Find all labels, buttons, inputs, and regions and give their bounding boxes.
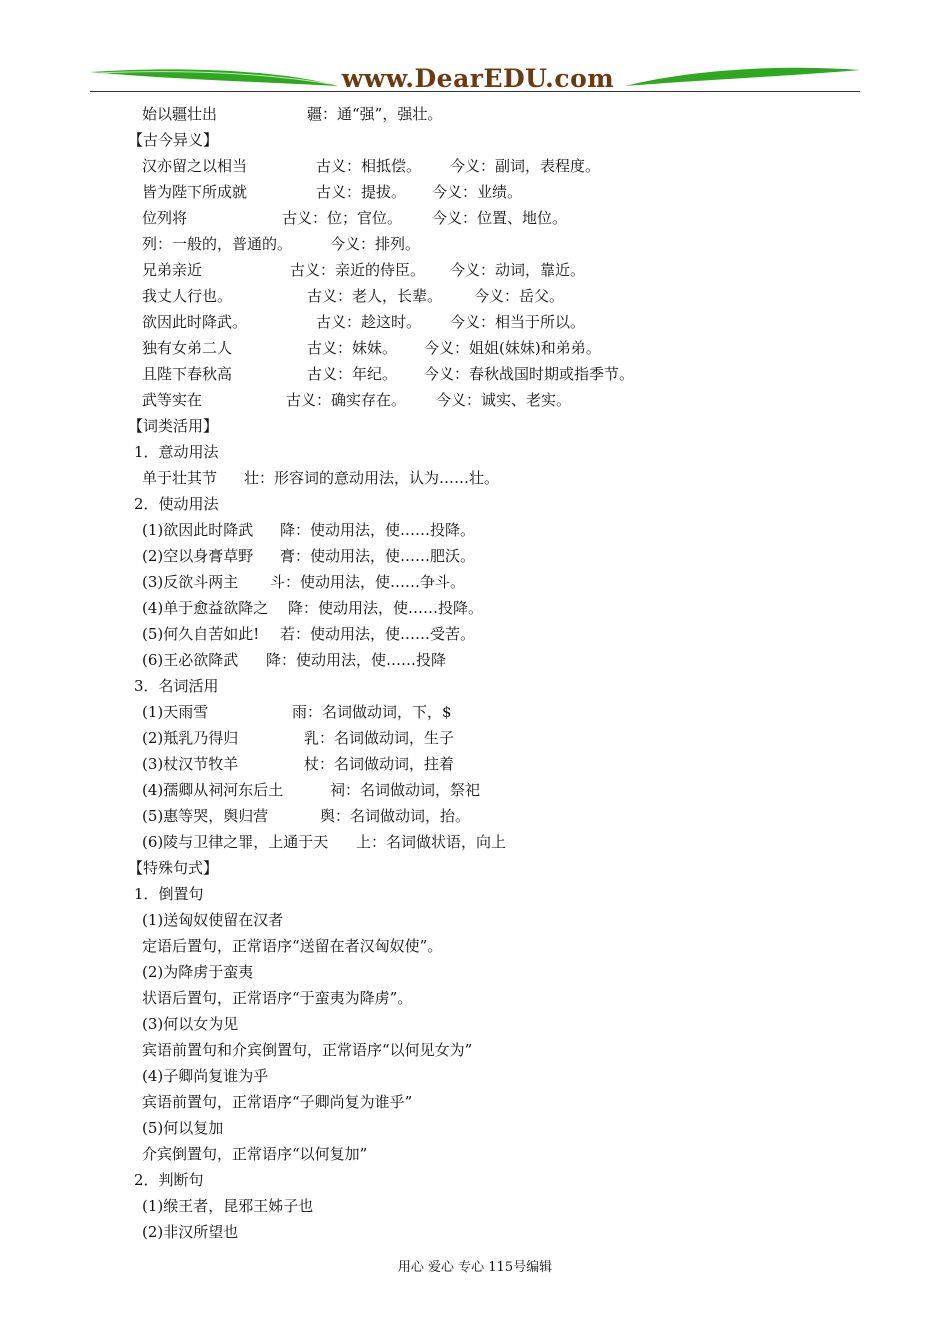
line-text: (4)孺卿从祠河东后土 — [142, 781, 284, 799]
line-text: 独有女弟二人 — [142, 339, 233, 357]
line-text: (3)反欲斗两主 — [142, 573, 239, 591]
line-gloss: 今义：排列。 — [330, 235, 421, 253]
text-line — [128, 1141, 868, 1167]
text-line — [128, 465, 868, 491]
line-text: 状语后置句，正常语序“于蛮夷为降虏”。 — [142, 989, 413, 1007]
line-modern-meaning: 今义：副词，表程度。 — [450, 157, 601, 175]
document-body — [128, 101, 868, 1245]
line-text: 1．意动用法 — [134, 443, 219, 461]
text-line — [128, 309, 868, 335]
text-line — [128, 1063, 868, 1089]
line-gloss: 上：名词做状语，向上 — [356, 833, 507, 851]
line-gloss: 疆：通“强”，强壮。 — [307, 105, 443, 123]
line-text: 【古今异义】 — [128, 131, 219, 149]
line-text: 1．倒置句 — [134, 885, 204, 903]
line-gloss: 祠：名词做动词，祭祀 — [330, 781, 481, 799]
text-line — [128, 933, 868, 959]
line-text: 单于壮其节 — [142, 469, 218, 487]
text-line — [128, 231, 868, 257]
text-line — [128, 1011, 868, 1037]
text-line — [128, 1115, 868, 1141]
line-gloss: 古义：老人，长辈。 — [307, 287, 443, 305]
text-line — [128, 751, 868, 777]
line-gloss: 斗：使动用法，使……争斗。 — [270, 573, 466, 591]
line-text: (4)单于愈益欲降之 — [142, 599, 269, 617]
line-text: (2)非汉所望也 — [142, 1223, 239, 1241]
text-line — [128, 699, 868, 725]
line-text: (4)子卿尚复谁为乎 — [142, 1067, 269, 1085]
line-text: 皆为陛下所成就 — [142, 183, 248, 201]
line-text: (2)羝乳乃得归 — [142, 729, 239, 747]
line-text: (2)空以身膏草野 — [142, 547, 254, 565]
line-gloss: 乳：名词做动词，生子 — [304, 729, 455, 747]
line-text: 宾语前置句，正常语序“子卿尚复为谁乎” — [142, 1093, 413, 1111]
text-line — [128, 153, 868, 179]
line-gloss: 杖：名词做动词，拄着 — [304, 755, 455, 773]
line-modern-meaning: 今义：业绩。 — [432, 183, 523, 201]
text-line — [128, 725, 868, 751]
line-text: (1)天雨雪 — [142, 703, 209, 721]
line-text: (1)欲因此时降武 — [142, 521, 254, 539]
line-text: 【特殊句式】 — [128, 859, 219, 877]
line-text: 兄弟亲近 — [142, 261, 203, 279]
line-text: 汉亦留之以相当 — [142, 157, 248, 175]
text-line — [128, 803, 868, 829]
line-gloss: 古义：提拔。 — [316, 183, 407, 201]
line-gloss: 降：使动用法，使……投降。 — [280, 521, 476, 539]
line-text: (5)惠等哭，舆归营 — [142, 807, 269, 825]
line-text: 定语后置句，正常语序“送留在者汉匈奴使”。 — [142, 937, 443, 955]
line-gloss: 古义：相抵偿。 — [316, 157, 422, 175]
page-footer: 用心 爱心 专心 115号编辑 — [397, 1260, 553, 1275]
line-modern-meaning: 今义：姐姐(妹妹)和弟弟。 — [424, 339, 601, 357]
line-text: 且陛下春秋高 — [142, 365, 233, 383]
line-text: (3)杖汉节牧羊 — [142, 755, 239, 773]
line-gloss: 古义：趁这时。 — [316, 313, 422, 331]
text-line — [128, 829, 868, 855]
line-text: 介宾倒置句，正常语序“以何复加” — [142, 1145, 368, 1163]
text-line — [128, 283, 868, 309]
line-text: 位列将 — [142, 209, 188, 227]
line-text: 我丈人行也。 — [142, 287, 233, 305]
line-gloss: 古义：确实存在。 — [286, 391, 407, 409]
line-modern-meaning: 今义：岳父。 — [474, 287, 565, 305]
text-line — [128, 1219, 868, 1245]
line-text: (6)王必欲降武 — [142, 651, 239, 669]
text-line — [128, 387, 868, 413]
line-gloss: 雨：名词做动词，下，$ — [292, 703, 452, 721]
line-text: 始以疆壮出 — [142, 105, 218, 123]
line-text: 3．名词活用 — [134, 677, 219, 695]
line-text: 2．判断句 — [134, 1171, 204, 1189]
line-text: (3)何以女为见 — [142, 1015, 239, 1033]
text-line — [128, 595, 868, 621]
line-text: (5)何久自苦如此! — [142, 625, 260, 643]
section-heading — [128, 127, 868, 153]
line-text: (1)送匈奴使留在汉者 — [142, 911, 284, 929]
text-line — [128, 205, 868, 231]
line-text: (1)缑王者，昆邪王姊子也 — [142, 1197, 314, 1215]
line-gloss: 降：使动用法，使……投降 — [266, 651, 447, 669]
line-modern-meaning: 今义：位置、地位。 — [432, 209, 568, 227]
text-line — [128, 673, 868, 699]
text-line — [128, 777, 868, 803]
text-line — [128, 543, 868, 569]
line-text: (5)何以复加 — [142, 1119, 224, 1137]
text-line — [128, 257, 868, 283]
line-text: (2)为降虏于蛮夷 — [142, 963, 254, 981]
text-line — [128, 101, 868, 127]
section-heading — [128, 855, 868, 881]
site-logo: www.DearEDU.com — [341, 64, 615, 93]
text-line — [128, 1193, 868, 1219]
line-modern-meaning: 今义：诚实、老实。 — [436, 391, 572, 409]
text-line — [128, 985, 868, 1011]
text-line — [128, 1089, 868, 1115]
line-text: 武等实在 — [142, 391, 203, 409]
line-gloss: 壮：形容词的意动用法，认为……壮。 — [244, 469, 500, 487]
text-line — [128, 439, 868, 465]
line-text: 欲因此时降武。 — [142, 313, 248, 331]
text-line — [128, 569, 868, 595]
text-line — [128, 959, 868, 985]
text-line — [128, 1037, 868, 1063]
line-gloss: 舆：名词做动词，抬。 — [320, 807, 471, 825]
line-gloss: 古义：位；官位。 — [282, 209, 403, 227]
line-modern-meaning: 今义：相当于所以。 — [450, 313, 586, 331]
line-gloss: 膏：使动用法，使……肥沃。 — [280, 547, 476, 565]
text-line — [128, 621, 868, 647]
text-line — [128, 1167, 868, 1193]
line-gloss: 降：使动用法，使……投降。 — [288, 599, 484, 617]
text-line — [128, 647, 868, 673]
line-gloss: 古义：妹妹。 — [307, 339, 398, 357]
line-modern-meaning: 今义：春秋战国时期或指季节。 — [424, 365, 635, 383]
line-text: 列：一般的，普通的。 — [142, 235, 293, 253]
text-line — [128, 491, 868, 517]
line-text: 宾语前置句和介宾倒置句，正常语序“以何见女为” — [142, 1041, 473, 1059]
line-gloss: 古义：年纪。 — [307, 365, 398, 383]
text-line — [128, 881, 868, 907]
line-gloss: 若：使动用法，使……受苦。 — [280, 625, 476, 643]
line-gloss: 古义：亲近的侍臣。 — [290, 261, 426, 279]
section-heading — [128, 413, 868, 439]
header-rule — [90, 91, 860, 92]
text-line — [128, 335, 868, 361]
text-line — [128, 361, 868, 387]
line-modern-meaning: 今义：动词，靠近。 — [450, 261, 586, 279]
line-text: (6)陵与卫律之罪，上通于天 — [142, 833, 329, 851]
line-text: 2．使动用法 — [134, 495, 219, 513]
text-line — [128, 179, 868, 205]
line-text: 【词类活用】 — [128, 417, 219, 435]
text-line — [128, 517, 868, 543]
text-line — [128, 907, 868, 933]
